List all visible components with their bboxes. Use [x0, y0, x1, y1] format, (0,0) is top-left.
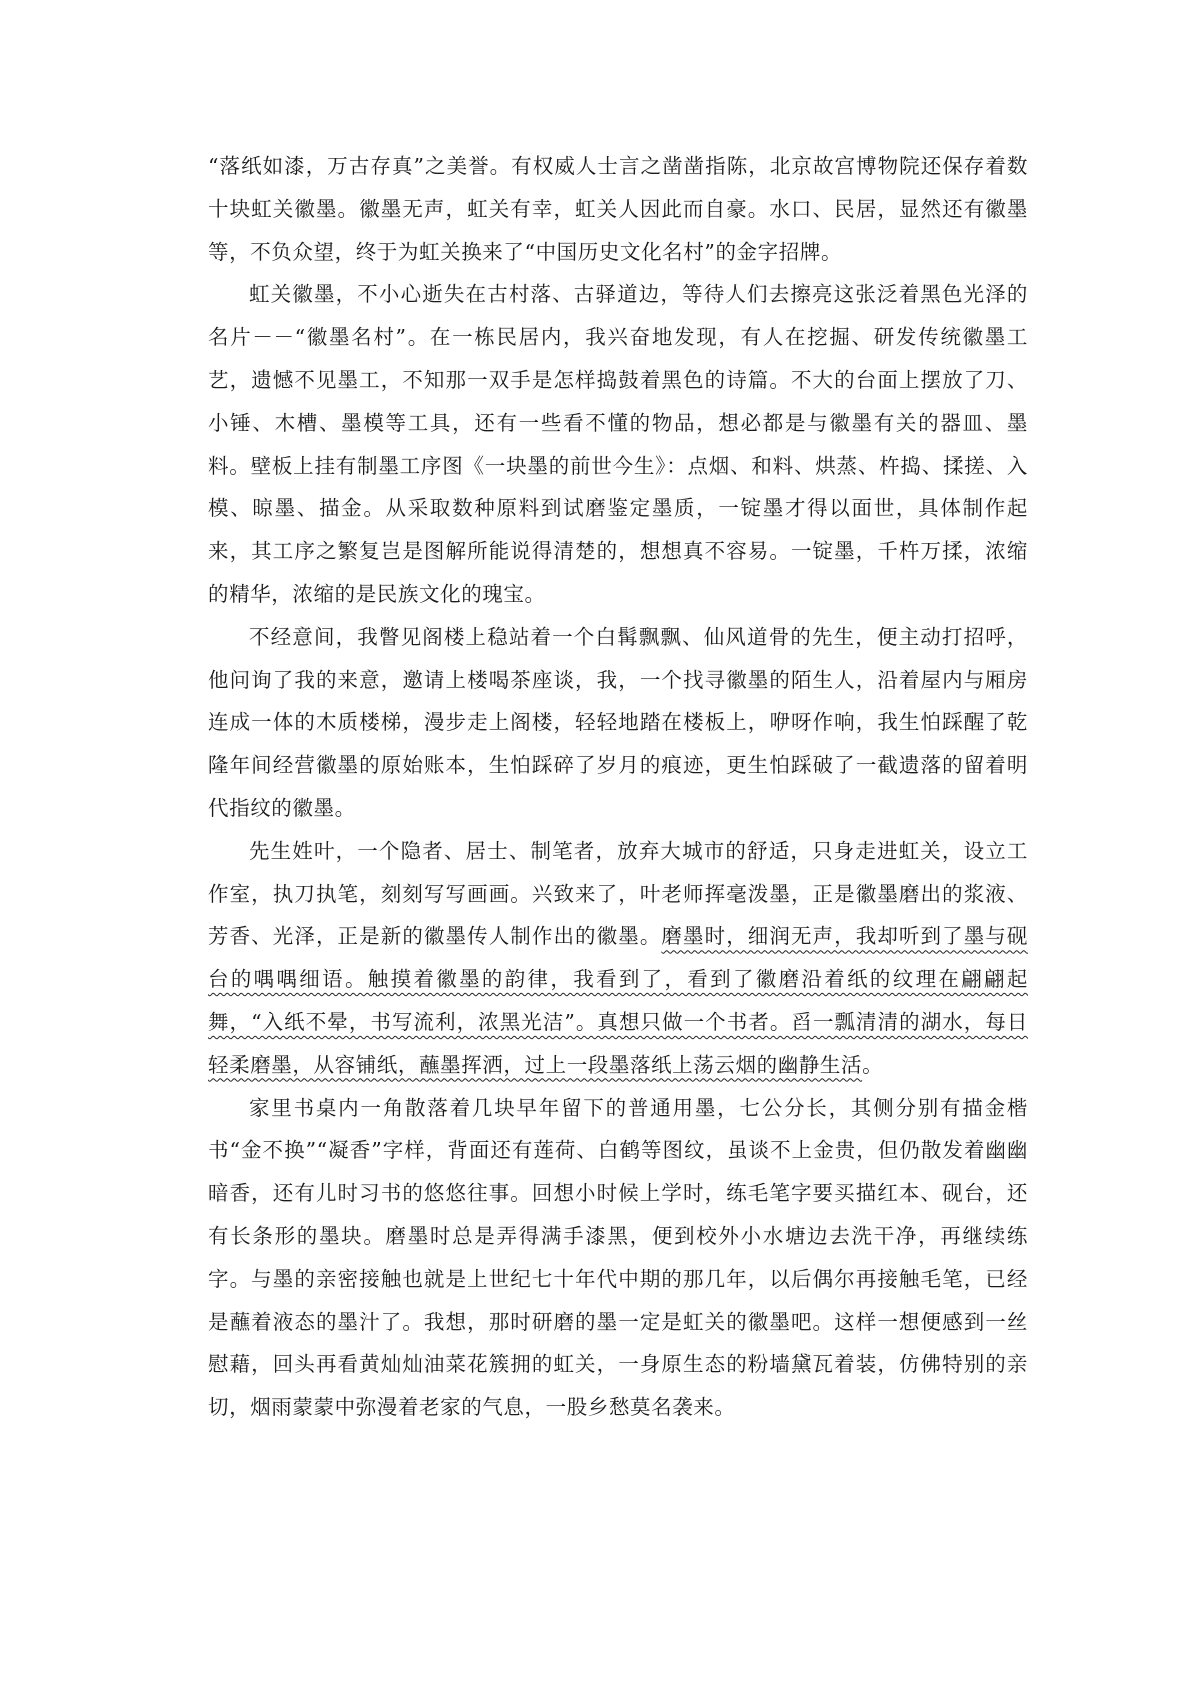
paragraph-4 — [208, 830, 1028, 1087]
paragraph-3: 不经意间，我瞥见阁楼上稳站着一个白髯飘飘、仙风道骨的先生，便主动打招呼，他问询了我的来意，邀请上楼喝茶座谈，我，一个找寻徽墨的陌生人，沿着屋内与厢房连成一体的木质楼梯，漫步走上阁楼，轻轻地踏在楼板上，咿呀作响，我生怕踩醒了乾隆年间经营徽墨的原始账本，生怕踩碎了岁月的痕迹，更生怕踩破了一截遗落的留着明代指纹的徽墨。 — [208, 624, 1028, 820]
paragraph-5: 家里书桌内一角散落着几块早年留下的普通用墨，七公分长，其侧分别有描金楷书“金不换”“凝香”字样，背面还有莲荷、白鹤等图纹，虽谈不上金贵，但仍散发着幽幽暗香，还有儿时习书的悠悠往事。回想小时候上学时，练毛笔字要买描红本、砚台，还有长条形的墨块。磨墨时总是弄得满手漆黑，便到校外小水塘边去洗干净，再继续练字。与墨的亲密接触也就是上世纪七十年代中期的那几年，以后偶尔再接触毛笔，已经是蘸着液态的墨汁了。我想，那时研磨的墨一定是虹关的徽墨吧。这样一想便感到一丝慰藉，回头再看黄灿灿油菜花簇拥的虹关，一身原生态的粉墙黛瓦着装，仿佛特别的亲切，烟雨蒙蒙中弥漫着老家的气息，一股乡愁莫名袭来。 — [208, 1095, 1028, 1420]
paragraph-2: 虹关徽墨，不小心逝失在古村落、古驿道边，等待人们去擦亮这张泛着黑色光泽的名片－－“徽墨名村”。在一栋民居内，我兴奋地发现，有人在挖掘、研发传统徽墨工艺，遗憾不见墨工，不知那一双手是怎样捣鼓着黑色的诗篇。不大的台面上摆放了刀、小锤、木槽、墨模等工具，还有一些看不懂的物品，想必都是与徽墨有关的器皿、墨料。壁板上挂有制墨工序图《一块墨的前世今生》：点烟、和料、烘蒸、杵捣、揉搓、入模、晾墨、描金。从采取数种原料到试磨鉴定墨质，一锭墨才得以面世，具体制作起来，其工序之繁复岂是图解所能说得清楚的，想想真不容易。一锭墨，千杵万揉，浓缩的精华，浓缩的是民族文化的瑰宝。 — [208, 282, 1028, 606]
wavy-underlined-passage: 磨墨时，细润无声，我却听到了墨与砚台的喁喁细语。触摸着徽墨的韵律，我看到了，看到了徽磨沿着纸的纹理在翩翩起舞，“入纸不晕，书写流利，浓黑光洁”。真想只做一个书者。舀一瓢清清的湖水，每日轻柔磨墨，从容铺纸，蘸墨挥洒，过上一段墨落纸上荡云烟的幽静生活 — [208, 924, 1028, 1077]
article-body — [208, 145, 1028, 1429]
paragraph-4-text: 先生姓叶，一个隐者、居士、制笔者，放弃大城市的舒适，只身走进虹关，设立工作室，执刀执笔，刻刻写写画画。兴致来了，叶老师挥毫泼墨，正是徽墨磨出的浆液、芳香、光泽，正是新的徽墨传人制作出的徽墨。 — [208, 838, 1028, 949]
paragraph-4-tail: 。 — [862, 1052, 884, 1077]
paragraph-1: “落纸如漆，万古存真”之美誉。有权威人士言之凿凿指陈，北京故宫博物院还保存着数十块虹关徽墨。徽墨无声，虹关有幸，虹关人因此而自豪。水口、民居，显然还有徽墨等，不负众望，终于为虹关换来了“中国历史文化名村”的金字招牌。 — [208, 154, 1028, 264]
